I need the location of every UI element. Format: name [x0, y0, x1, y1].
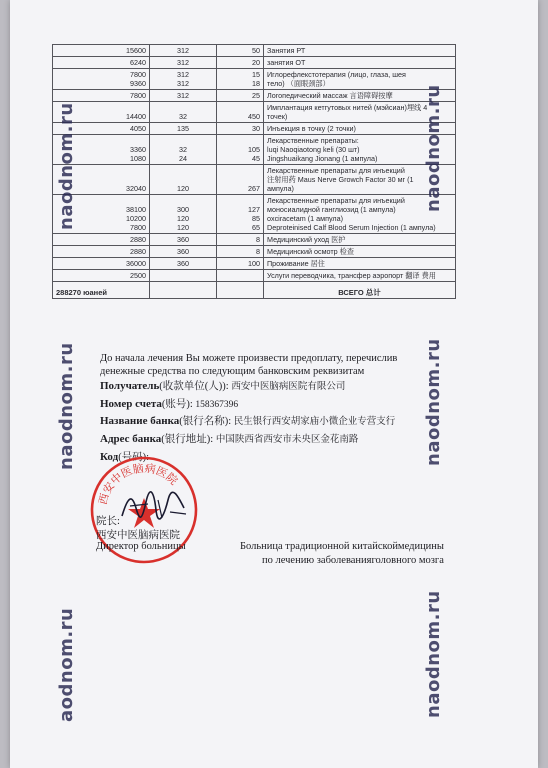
quantity-cell: [217, 45, 264, 57]
description-line: Лекарственные препараты для инъекций: [267, 196, 405, 205]
quantity-line: 20: [252, 58, 260, 67]
amount-cell: [53, 57, 150, 69]
description-cell: [264, 234, 456, 246]
hospital-name-ru-line1: Больница традиционной китайскоймедицины: [240, 541, 444, 552]
unit-price-line: 32: [179, 112, 187, 121]
unit-price-cell: [150, 270, 217, 282]
unit-price-line: 312: [177, 91, 189, 100]
bank-value: 民生银行西安胡家庙小微企业专营支行: [233, 417, 396, 427]
amount-cell: [53, 270, 150, 282]
description-cell: [264, 270, 456, 282]
table-row: [53, 90, 456, 102]
table-row: [53, 234, 456, 246]
table-row: [53, 270, 456, 282]
quantity-line: 100: [248, 259, 260, 268]
quantity-line: 8: [256, 235, 260, 244]
description-line: 注射用药 Maus Nerve Growch Factor 30 мг (1: [267, 175, 414, 184]
amount-cell: [53, 90, 150, 102]
description-line: Медицинский осмотр 检查: [267, 247, 355, 256]
amount-line: 7800: [130, 91, 146, 100]
total-row: [53, 282, 456, 299]
unit-price-cell: [150, 165, 217, 195]
description-line: luqi Naoqiaotong keli (30 шт): [267, 145, 360, 154]
bank-address-row: [100, 431, 358, 446]
description-line: Занятия РТ: [267, 46, 306, 55]
amount-line: 38100: [126, 205, 146, 214]
unit-price-line: 120: [177, 214, 189, 223]
unit-price-line: 135: [177, 124, 189, 133]
quantity-line: 105: [248, 145, 260, 154]
quantity-cell: [217, 102, 264, 123]
quantity-line: 267: [248, 184, 260, 193]
description-line: Deproteinised Calf Blood Serum Injection (1 ампула): [267, 223, 436, 232]
watermark-right-3: naodnom.ru: [423, 590, 444, 718]
unit-price-line: 32: [179, 145, 187, 154]
paragraph-line-1: До начала лечения Вы можете произвести предоплату, перечислив: [100, 353, 398, 364]
paragraph-line-2: денежные средства по следующим банковским реквизитам: [100, 366, 365, 377]
amount-line: 36000: [126, 259, 146, 268]
amount-line: 32040: [126, 184, 146, 193]
hospital-name-cn: 西安中医脑病医院: [96, 530, 180, 541]
description-line: ампула): [267, 184, 294, 193]
description-cell: [264, 57, 456, 69]
quantity-line: 30: [252, 124, 260, 133]
unit-price-cell: [150, 195, 217, 234]
price-table: [52, 44, 456, 299]
description-line: моносиалидной ганглиозид (1 ампула): [267, 205, 396, 214]
amount-cell: [53, 45, 150, 57]
description-line: Jingshuaikang Jionang (1 ампула): [267, 154, 378, 163]
bank-address-label: Адрес банка: [100, 433, 162, 445]
unit-price-line: 312: [177, 79, 189, 88]
table-row: [53, 165, 456, 195]
amount-line: 9360: [130, 79, 146, 88]
unit-price-cell: [150, 258, 217, 270]
amount-line: 2880: [130, 247, 146, 256]
bank-address-value: 中国陕西省西安市未央区金花南路: [215, 435, 359, 445]
bank-address-label-cn: (银行地址):: [161, 434, 214, 445]
description-line: тело) （面眼颈部）: [267, 79, 330, 88]
price-table-body: [53, 45, 456, 299]
amount-cell: [53, 234, 150, 246]
quantity-cell: [217, 195, 264, 234]
account-label-cn: (账号):: [161, 399, 193, 410]
description-line: Услуги переводчика, трансфер аэропорт 翻译 费用: [267, 271, 436, 280]
director-title: Директор больницы: [96, 541, 186, 552]
amount-line: 6240: [130, 58, 146, 67]
account-value: 158367396: [195, 400, 239, 410]
quantity-cell: [217, 258, 264, 270]
description-line: Имплантация кетгутовых нитей (мэйсиан)埋线 4: [267, 103, 428, 112]
quantity-line: 127: [248, 205, 260, 214]
director-signature: [118, 486, 190, 526]
watermark-right-1: naodnom.ru: [423, 84, 444, 212]
unit-price-cell: [150, 69, 217, 90]
stamp-text: 西安中医脑病医院: [96, 461, 181, 506]
amount-cell: [53, 246, 150, 258]
recipient-label-cn: (收款单位(人)):: [159, 381, 229, 392]
account-label: Номер счета: [100, 398, 162, 410]
code-label-cn: (号码):: [118, 452, 150, 463]
unit-price-line: 300: [177, 205, 189, 214]
description-line: Инъекция в точку (2 точки): [267, 124, 356, 133]
unit-price-line: 120: [177, 223, 189, 232]
description-cell: [264, 246, 456, 258]
total-empty-cell: [150, 282, 217, 299]
unit-price-line: 360: [177, 235, 189, 244]
table-row: [53, 57, 456, 69]
dean-label: 院长:: [96, 516, 120, 527]
quantity-line: 45: [252, 154, 260, 163]
bank-row: [100, 413, 395, 428]
quantity-cell: [217, 246, 264, 258]
unit-price-line: 312: [177, 58, 189, 67]
amount-line: 4050: [130, 124, 146, 133]
table-row: [53, 45, 456, 57]
unit-price-cell: [150, 57, 217, 69]
quantity-cell: [217, 123, 264, 135]
unit-price-cell: [150, 102, 217, 123]
unit-price-cell: [150, 90, 217, 102]
unit-price-line: 360: [177, 247, 189, 256]
quantity-cell: [217, 90, 264, 102]
bank-label-cn: (银行名称):: [179, 416, 232, 427]
unit-price-cell: [150, 246, 217, 258]
amount-line: 1080: [130, 154, 146, 163]
prepayment-paragraph: [100, 352, 397, 378]
recipient-row: [100, 378, 345, 393]
description-line: oxciracetam (1 ампула): [267, 214, 343, 223]
bank-label: Название банка: [100, 415, 180, 427]
description-cell: [264, 45, 456, 57]
table-row: [53, 102, 456, 123]
quantity-line: 450: [248, 112, 260, 121]
description-line: Логопедический массаж 言语障碍按摩: [267, 91, 393, 100]
unit-price-line: 360: [177, 259, 189, 268]
description-cell: [264, 258, 456, 270]
watermark-left-1: naodnom.ru: [56, 102, 77, 230]
quantity-cell: [217, 234, 264, 246]
quantity-line: 15: [252, 70, 260, 79]
watermark-left-3: aodnom.ru: [56, 607, 77, 722]
amount-cell: [53, 258, 150, 270]
description-line: Лекарственные препараты:: [267, 136, 359, 145]
description-line: Лекарственные препараты для инъекций: [267, 166, 405, 175]
amount-line: 3360: [130, 145, 146, 154]
watermark-right-2: naodnom.ru: [423, 338, 444, 466]
description-line: Медицинский уход 医护: [267, 235, 346, 244]
amount-line: 14400: [126, 112, 146, 121]
quantity-line: 65: [252, 223, 260, 232]
amount-cell: [53, 69, 150, 90]
table-row: [53, 195, 456, 234]
total-empty-cell: [217, 282, 264, 299]
total-label: ВСЕГО 总计: [264, 282, 456, 299]
total-amount: 288270 юаней: [53, 282, 150, 299]
table-row: [53, 69, 456, 90]
quantity-line: 25: [252, 91, 260, 100]
description-line: точек): [267, 112, 288, 121]
description-line: Проживание 居住: [267, 259, 325, 268]
amount-line: 15600: [126, 46, 146, 55]
code-label: Код: [100, 451, 119, 463]
amount-line: 7800: [130, 70, 146, 79]
unit-price-cell: [150, 135, 217, 165]
amount-line: 2500: [130, 271, 146, 280]
amount-line: 2880: [130, 235, 146, 244]
unit-price-line: 24: [179, 154, 187, 163]
watermark-left-2: naodnom.ru: [56, 342, 77, 470]
quantity-line: 18: [252, 79, 260, 88]
unit-price-cell: [150, 45, 217, 57]
quantity-cell: [217, 57, 264, 69]
table-row: [53, 135, 456, 165]
table-row: [53, 258, 456, 270]
recipient-label: Получатель: [100, 380, 160, 392]
unit-price-line: 120: [177, 184, 189, 193]
quantity-cell: [217, 135, 264, 165]
quantity-cell: [217, 270, 264, 282]
unit-price-cell: [150, 123, 217, 135]
hospital-name-ru-line2: по лечению заболеванияголовного мозга: [262, 555, 444, 566]
account-row: [100, 396, 238, 411]
table-row: [53, 246, 456, 258]
quantity-cell: [217, 165, 264, 195]
quantity-line: 8: [256, 247, 260, 256]
quantity-line: 50: [252, 46, 260, 55]
quantity-line: 85: [252, 214, 260, 223]
unit-price-line: 312: [177, 46, 189, 55]
unit-price-line: 312: [177, 70, 189, 79]
table-row: [53, 123, 456, 135]
quantity-cell: [217, 69, 264, 90]
description-line: Иглорефлекстотерапия (лицо, глаза, шея: [267, 70, 406, 79]
unit-price-cell: [150, 234, 217, 246]
description-line: занятия ОТ: [267, 58, 306, 67]
amount-line: 7800: [130, 223, 146, 232]
recipient-value: 西安中医脑病医院有限公司: [231, 382, 346, 392]
amount-line: 10200: [126, 214, 146, 223]
